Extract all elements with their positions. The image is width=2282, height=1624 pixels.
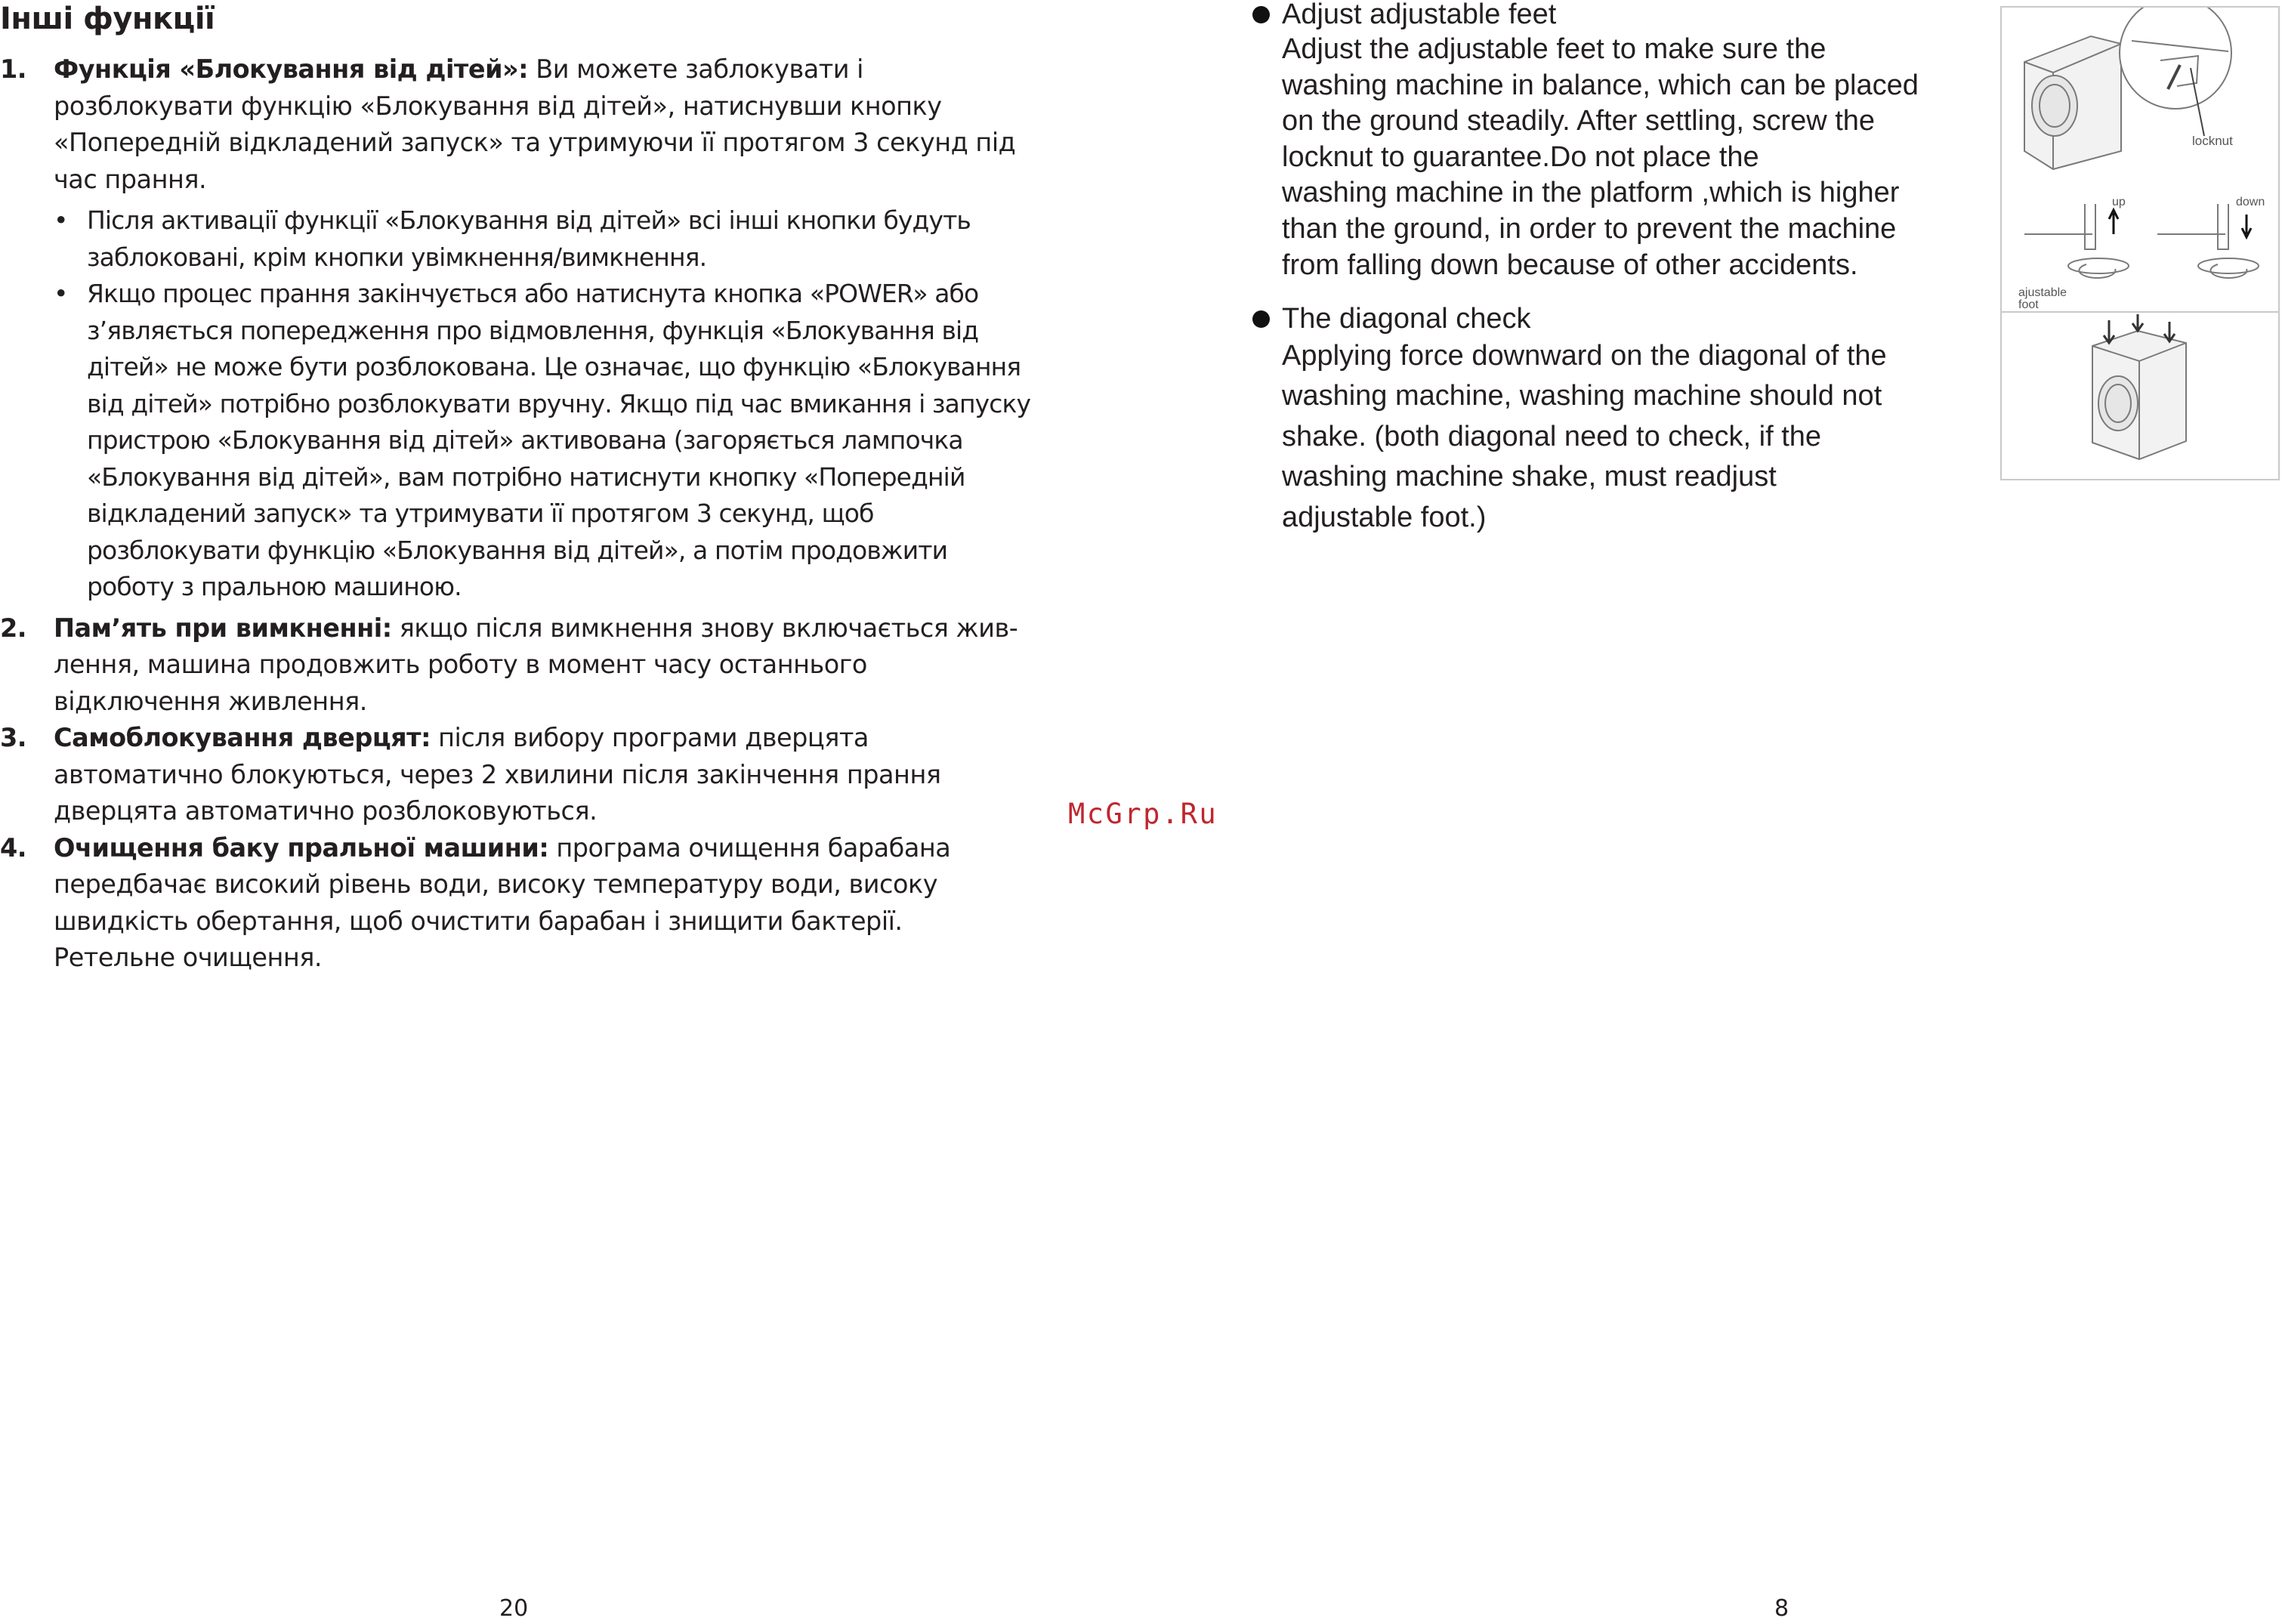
item-paragraph: [54, 720, 1031, 830]
bullet-dot-icon: [1252, 6, 1270, 23]
page-number-right: 8: [1774, 1595, 1789, 1622]
item-number: 4.: [0, 832, 27, 863]
section-title: [1251, 301, 1976, 336]
washing-machine-icon: [2092, 331, 2186, 459]
section-title: [1251, 0, 1976, 32]
bullet-dot-icon: [1252, 310, 1270, 328]
label-foot-2: foot: [2018, 298, 2039, 311]
item-text: після вибору програми дверцята автоматично блокуються, через 2 хвилини після закінчення прання дверцята автоматично розблоковуються.: [54, 723, 941, 826]
adjust-feet-figure: [2000, 6, 2280, 314]
feature-list: [0, 51, 1031, 977]
bullet-text: Якщо процес прання закінчується або натиснута кнопка «POWER» або з’являється попередження про відмовлення, функція «Блокування від дітей» не може бути розблокована. Це означає, що функцію «Блокування від дітей» потрібно розблокувати вручну. Якщо під час вмикання і запуску пристрою «Блокування від дітей» активована (загоряється лампочка «Блокування від дітей», вам потрібно натиснути кнопку «Попередній відкладений запуск» та утримувати її протягом 3 секунд, щоб розблокувати функцію «Блокування від дітей», а потім продовжити роботу з пральною машиною.: [87, 279, 1031, 601]
list-item-drum-clean: [0, 830, 1031, 977]
bullet-marker: •: [54, 279, 68, 308]
item-title: Пам’ять при вимкненні:: [54, 613, 392, 643]
bullet-text: Після активації функції «Блокування від дітей» всі інші кнопки будуть заблоковані, крім кнопки увімкнення/вимкнення.: [87, 205, 971, 272]
bullet-marker: •: [54, 205, 68, 235]
section-adjust-feet: [1251, 0, 1976, 283]
item-text: Ви можете заблокувати і розблокувати функцію «Блокування від дітей», натиснувши кнопку «Попередній відкладений запуск» та утримуючи її протягом 3 секунд під час прання.: [54, 54, 1016, 194]
item-text: якщо після вимкнення знову включається живлення, машина продовжить роботу в момент часу останнього відключення живлення.: [54, 613, 1018, 716]
bullet-list: [54, 202, 1031, 606]
item-number: 3.: [0, 723, 27, 752]
bullet-item: [54, 202, 1031, 276]
list-item-power-memory: [0, 610, 1031, 721]
section-heading: Інші функції: [0, 2, 215, 36]
magnifier-circle-icon: [2120, 8, 2231, 109]
item-number: 1.: [0, 54, 27, 84]
bullet-item: [54, 276, 1031, 606]
section-diagonal-check: [1251, 301, 1976, 538]
page-number-left: 20: [499, 1595, 529, 1622]
section-title-text: The diagonal check: [1282, 303, 1531, 335]
item-paragraph: [54, 610, 1031, 721]
watermark-text: McGrp.Ru: [1068, 798, 1218, 830]
item-paragraph: [54, 51, 1031, 198]
diagonal-check-figure: [2000, 311, 2280, 480]
label-up: up: [2112, 196, 2126, 208]
item-title: Очищення баку пральної машини:: [54, 832, 549, 863]
label-down: down: [2236, 196, 2265, 208]
washing-machine-icon: [2024, 36, 2121, 169]
section-body: Applying force downward on the diagonal of the washing machine, washing machine should not shake. (both diagonal need to check, if the washing machine shake, must readjust adjustable foot.): [1282, 340, 1887, 533]
label-foot-1: ajustable: [2018, 286, 2067, 299]
section-body: Adjust the adjustable feet to make sure the washing machine in balance, which can be placed on the ground steadily. After settling, screw the locknut to guarantee.Do not place the washing machine in the platform ,which is higher than the ground, in order to prevent the machine from falling down because of other accidents.: [1282, 33, 1919, 281]
list-item-child-lock: [0, 51, 1031, 606]
item-paragraph: [54, 830, 1031, 977]
label-locknut: locknut: [2192, 134, 2233, 148]
item-text: програма очищення барабана передбачає високий рівень води, високу температуру води, високу швидкість обертання, щоб очистити барабан і знищити бактерії. Ретельне очищення.: [54, 832, 951, 972]
adjust-feet-illustration: [2002, 8, 2278, 313]
item-title: Функція «Блокування від дітей»:: [54, 54, 529, 84]
foot-down-detail-icon: [2157, 204, 2259, 278]
item-title: Самоблокування дверцят:: [54, 723, 431, 752]
foot-up-detail-icon: [2024, 204, 2129, 278]
diagonal-check-illustration: [2002, 313, 2278, 479]
item-number: 2.: [0, 613, 27, 643]
list-item-door-lock: [0, 720, 1031, 830]
section-title-text: Adjust adjustable feet: [1282, 0, 1557, 30]
